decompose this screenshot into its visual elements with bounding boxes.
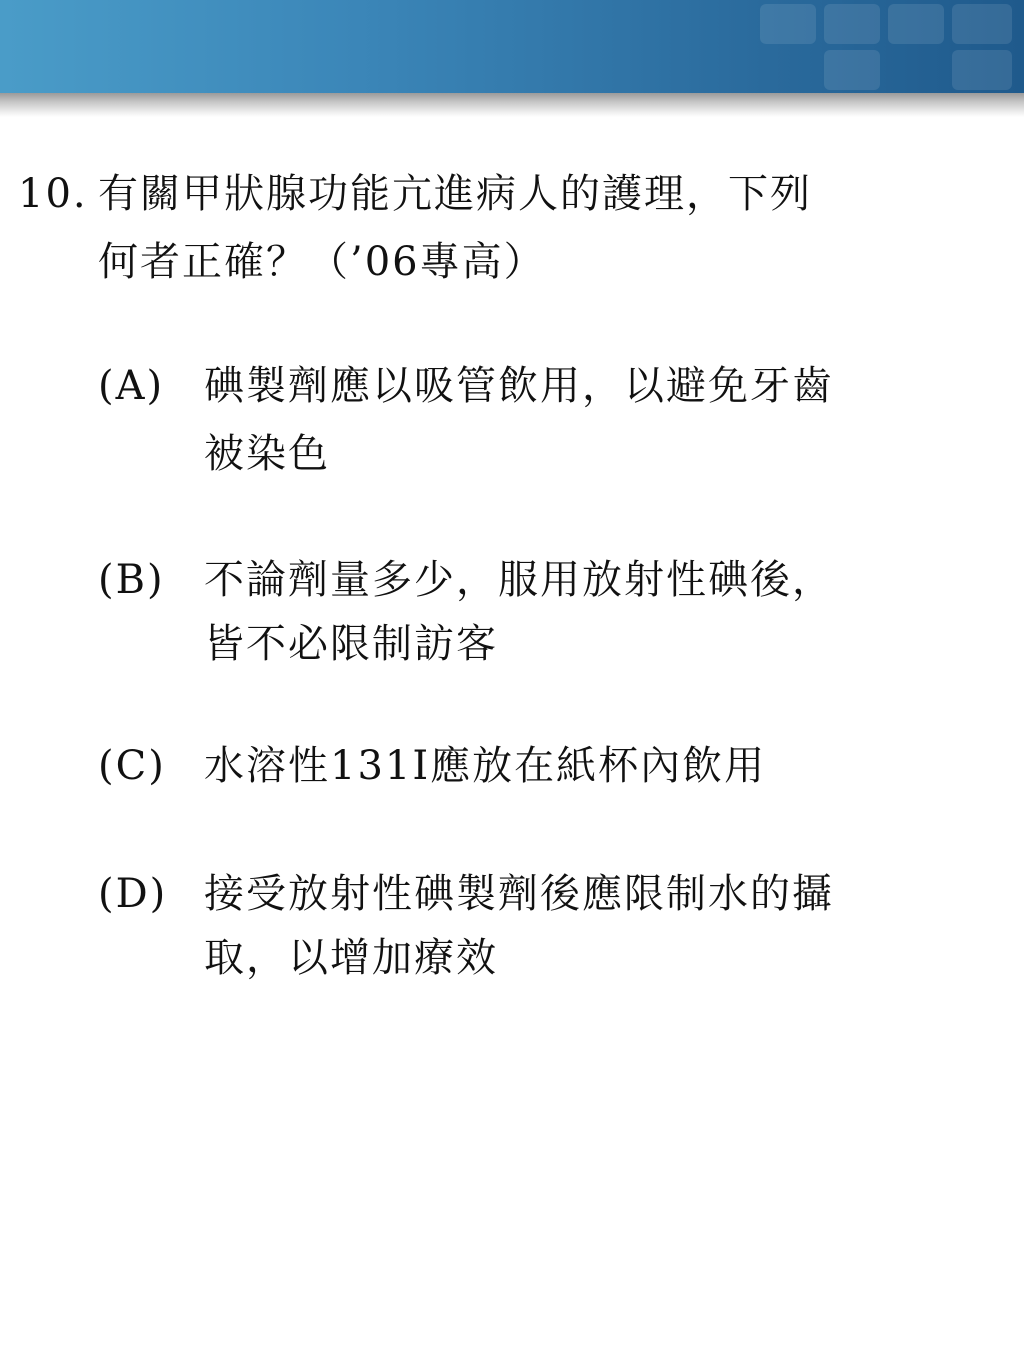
option-c-text-line-1: 水溶性131I應放在紙杯內飲用 (204, 743, 767, 789)
option-d-text-line-2: 取，以增加療效 (204, 935, 498, 981)
question-stem-line-2: 何者正確？（’06專高） (98, 239, 546, 285)
option-b-text-line-2: 皆不必限制訪客 (204, 621, 498, 667)
option-a-text-line-2: 被染色 (204, 431, 330, 477)
option-b-label: (B) (98, 557, 165, 603)
option-c-label: (C) (98, 743, 166, 789)
question-number: 10. (18, 171, 88, 217)
option-d-label: (D) (98, 871, 168, 917)
question-stem-line-1: 有關甲狀腺功能亢進病人的護理，下列 (98, 171, 812, 217)
option-a-label: (A) (98, 363, 165, 409)
option-a-text-line-1: 碘製劑應以吸管飲用，以避免牙齒 (204, 363, 834, 409)
option-d-text-line-1: 接受放射性碘製劑後應限制水的攝 (204, 871, 834, 917)
option-b-text-line-1: 不論劑量多少，服用放射性碘後， (204, 557, 834, 603)
